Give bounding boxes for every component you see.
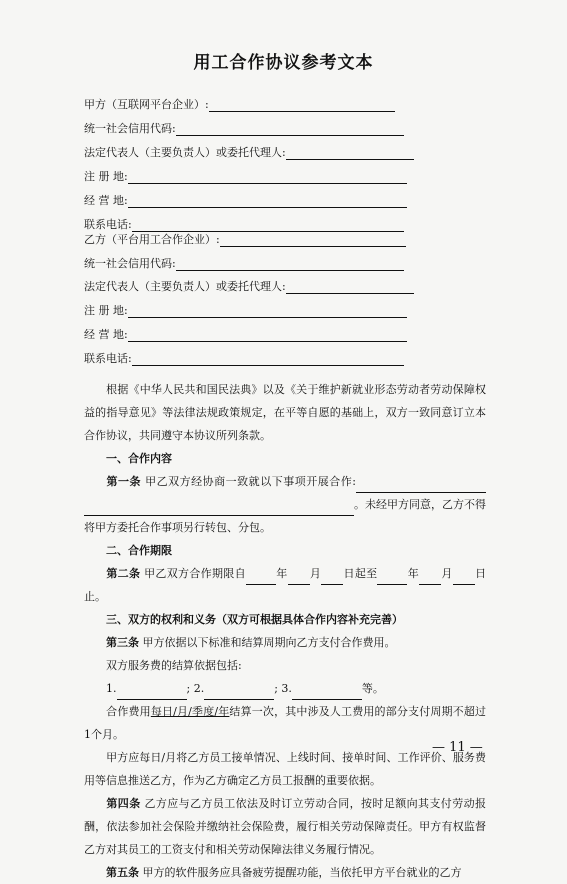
party-b-rep-blank — [286, 282, 414, 294]
agreement-body — [84, 378, 486, 884]
article-2 — [84, 562, 486, 608]
party-a-credit-line — [84, 122, 404, 136]
document-title: 用工合作协议参考文本 — [193, 53, 374, 73]
party-b-name-line — [84, 233, 406, 247]
year-label-2: 年 — [407, 567, 420, 580]
party-b-credit-line — [84, 257, 404, 271]
article-3-label: 第三条 — [106, 636, 139, 649]
article-3-basis — [84, 654, 486, 677]
article-4 — [84, 792, 486, 861]
party-a-rep-label: 法定代表人（主要负责人）或委托代理人: — [84, 146, 286, 159]
end-month-blank — [419, 573, 441, 585]
section-2-heading-text: 二、合作期限 — [106, 544, 172, 557]
article-1-blank-2 — [84, 504, 354, 516]
end-year-blank — [377, 573, 407, 585]
party-a-rep-blank — [286, 148, 414, 160]
article-1 — [84, 470, 486, 539]
article-3-text: 甲方依据以下标准和结算周期向乙方支付合作费用。 — [139, 636, 396, 649]
item-2-blank — [204, 688, 274, 700]
article-5-text: 甲方的软件服务应具备疲劳提醒功能，当依托甲方平台就业的乙方 — [139, 866, 462, 879]
year-label-1: 年 — [275, 567, 288, 580]
party-b-name-blank — [220, 235, 406, 247]
article-4-label: 第四条 — [106, 797, 141, 810]
party-a-reg-label: 注 册 地: — [84, 170, 128, 183]
party-a-name-blank — [209, 100, 395, 112]
section-1-heading — [84, 447, 486, 470]
article-2-text: 甲乙双方合作期限自 — [140, 567, 246, 580]
party-b-biz-blank — [128, 330, 407, 342]
section-3-heading-text: 三、双方的权利和义务（双方可根据具体合作内容补充完善） — [106, 613, 403, 626]
month-label-1: 月 — [309, 567, 322, 580]
party-a-biz-line — [84, 194, 407, 208]
article-1-label: 第一条 — [106, 475, 142, 488]
article-2-label: 第二条 — [106, 567, 141, 580]
party-b-reg-label: 注 册 地: — [84, 304, 128, 317]
start-year-blank — [246, 573, 276, 585]
party-b-phone-line — [84, 352, 404, 366]
article-1-blank-1 — [356, 481, 486, 493]
article-4-text: 乙方应与乙方员工依法及时订立劳动合同，按时足额向其支付劳动报酬，依法参加社会保险并缴纳社会保险费，履行相关劳动保障责任。甲方有权监督乙方对其员工的工资支付和相关劳动保障法律义务履行情况。 — [84, 797, 486, 856]
party-a-phone-label: 联系电话: — [84, 218, 132, 231]
party-b-credit-blank — [176, 259, 404, 271]
items-etc: 等。 — [361, 682, 384, 695]
article-3-period — [84, 700, 486, 746]
party-a-credit-label: 统一社会信用代码: — [84, 122, 176, 135]
page-number: — 11 — — [432, 740, 483, 755]
day-end-label: 日止。 — [84, 567, 487, 603]
end-day-blank — [453, 573, 475, 585]
preamble-text: 根据《中华人民共和国民法典》以及《关于维护新就业形态劳动者劳动保障权益的指导意见》等法律法规政策规定，在平等自愿的基础上，双方一致同意订立本合作协议，共同遵守本协议所列条款。 — [84, 383, 486, 442]
period-pre: 合作费用 — [106, 705, 151, 718]
party-a-rep-line — [84, 146, 414, 160]
item-3-label: ; 3. — [274, 682, 292, 695]
article-3-info-text: 甲方应每日/月将乙方员工接单情况、上线时间、接单时间、工作评价、服务费用等信息推送乙方，作为乙方确定乙方员工报酬的重要依据。 — [84, 751, 486, 787]
preamble — [84, 378, 486, 447]
section-2-heading — [84, 539, 486, 562]
party-b-rep-line — [84, 280, 414, 294]
party-a-name-line — [84, 98, 395, 112]
party-b-rep-label: 法定代表人（主要负责人）或委托代理人: — [84, 280, 286, 293]
party-a-phone-blank — [132, 220, 404, 232]
item-2-label: ; 2. — [186, 682, 205, 695]
start-day-blank — [321, 573, 343, 585]
party-a-name-label: 甲方（互联网平台企业）: — [84, 98, 209, 111]
party-b-phone-label: 联系电话: — [84, 352, 132, 365]
party-b-biz-line — [84, 328, 407, 342]
party-a-biz-label: 经 营 地: — [84, 194, 128, 207]
party-b-biz-label: 经 营 地: — [84, 328, 128, 341]
period-post: 结算一次，其中涉及人工费用的部分支付周期不超过1个月。 — [84, 705, 487, 741]
party-b-phone-blank — [132, 354, 404, 366]
period-options: 每日/月/季度/年 — [150, 705, 230, 718]
article-1-text-2: 。未经甲方同意，乙方不得将甲方委托合作事项另行转包、分包。 — [84, 498, 486, 534]
start-month-blank — [288, 573, 310, 585]
article-3-basis-text: 双方服务费的结算依据包括: — [106, 659, 242, 672]
party-b-reg-line — [84, 304, 407, 318]
party-a-biz-blank — [128, 196, 407, 208]
day-start-label: 日起至 — [343, 567, 378, 580]
item-1-blank — [117, 688, 187, 700]
article-3-info — [84, 746, 486, 792]
section-1-heading-text: 一、合作内容 — [106, 452, 172, 465]
party-b-reg-blank — [128, 306, 407, 318]
section-3-heading — [84, 608, 486, 631]
month-label-2: 月 — [441, 567, 453, 580]
item-3-blank — [292, 688, 362, 700]
party-a-credit-blank — [176, 124, 404, 136]
party-a-reg-line — [84, 170, 407, 184]
party-a-reg-blank — [128, 172, 407, 184]
item-1-label: 1. — [106, 682, 117, 695]
article-1-text: 甲乙双方经协商一致就以下事项开展合作: — [141, 475, 357, 488]
party-b-name-label: 乙方（平台用工合作企业）: — [84, 233, 220, 246]
article-3-items — [84, 677, 486, 700]
party-a-phone-line — [84, 218, 404, 232]
article-5 — [84, 861, 486, 884]
article-3 — [84, 631, 486, 654]
party-b-credit-label: 统一社会信用代码: — [84, 257, 176, 270]
article-5-label: 第五条 — [106, 866, 139, 879]
